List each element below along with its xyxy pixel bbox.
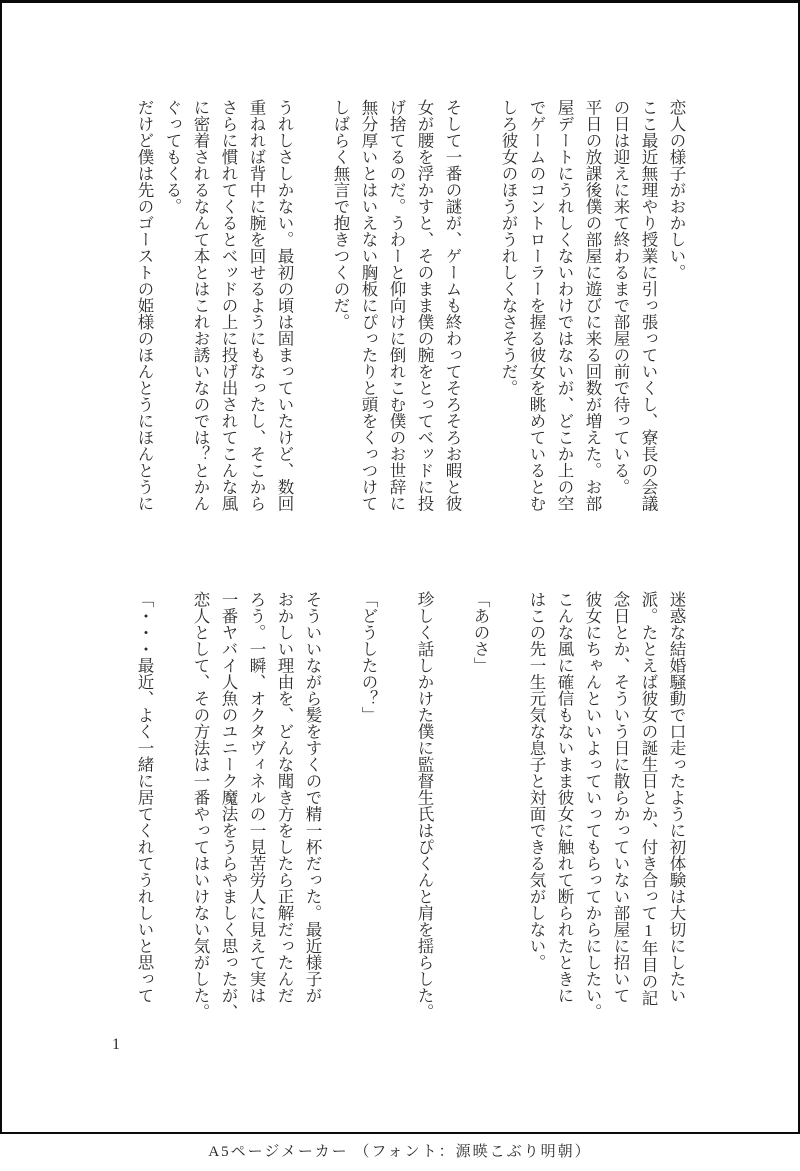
text-line: そして一番の謎が、ゲームも終わってそろそろお暇と彼	[443, 99, 462, 512]
text-line: そういいながら髪をすくので精一杯だった。最近様子が	[303, 591, 322, 1004]
blank-line	[298, 99, 326, 535]
text-line: 「どうしたの？」	[359, 591, 378, 723]
text-line: しばらく無言で抱きつくのだ。	[331, 99, 350, 330]
text-line: 一番ヤバイ人魚のユニーク魔法をうらやましく思ったが、	[219, 591, 238, 1020]
text-line: 「あのさ」	[471, 591, 490, 674]
text-line: おかしい理由を、どんな聞き方をしたら正解だったんだ	[275, 591, 294, 1004]
text-line: げ捨てるのだ。うわーと仰向けに倒れこむ僕のお世辞に	[387, 99, 406, 512]
text-line: でゲームのコントローラーを握る彼女を眺めているとむ	[527, 99, 546, 512]
lower-text-block	[130, 591, 690, 1027]
text-line: しろ彼女のほうがうれしくなさそうだ。	[499, 99, 518, 396]
blank-line	[382, 591, 410, 1027]
text-line: 珍しく話しかけた僕に監督生氏はぴくんと肩を揺らした。	[415, 591, 434, 1020]
text-line: 迷惑な結婚騒動で口走ったように初体験は大切にしたい	[667, 591, 686, 1004]
text-line: だけど僕は先のゴーストの姫様のほんとうにほんとうに	[135, 99, 154, 512]
text-line: 派。たとえば彼女の誕生日とか、付き合って1年目の記	[639, 591, 658, 1006]
text-line: さらに慣れてくるとベッドの上に投げ出されてこんな風	[219, 99, 238, 512]
text-line: 重ねれば背中に腕を回せるようにもなったし、そこから	[247, 99, 266, 512]
text-line: に密着されるなんて本とはこれお誘いなのでは？とかん	[191, 99, 210, 512]
text-line: 女が腰を浮かすと、そのまま僕の腕をとってベッドに投	[415, 99, 434, 512]
text-line: 「・・・最近、よく一緒に居てくれてうれしいと思って	[135, 591, 154, 1004]
blank-line	[466, 99, 494, 535]
text-line: 彼女にちゃんといいよっていってもらってからにしたい。	[583, 591, 602, 1020]
text-line: ぐってもくる。	[163, 99, 182, 215]
text-line: 恋人として、その方法は一番やってはいけない気がした。	[191, 591, 210, 1020]
text-line: ここ最近無理やり授業に引っ張っていくし、寮長の会議	[639, 99, 658, 512]
blank-line	[494, 591, 522, 1027]
text-line: ろう。一瞬、オクタヴィネルの一見苦労人に見えて実は	[247, 591, 266, 1004]
blank-line	[438, 591, 466, 1027]
text-line: 念日とか、そういう日に散らかっていない部屋に招いて	[611, 591, 630, 1004]
text-line: 平日の放課後僕の部屋に遊びに来る回数が増えた。お部	[583, 99, 602, 512]
text-line: 屋デートにうれしくないわけではないが、どこか上の空	[555, 99, 574, 512]
text-line: 恋人の様子がおかしい。	[667, 99, 686, 281]
upper-text-block	[130, 99, 690, 535]
text-line: うれしさしかない。最初の頃は固まっていたけど、数回	[275, 99, 294, 512]
blank-line	[158, 591, 186, 1027]
blank-line	[326, 591, 354, 1027]
text-line: こんな風に確信もないまま彼女に触れて断られたときに	[555, 591, 574, 1004]
text-line: はこの先一生元気な息子と対面できる気がしない。	[527, 591, 546, 971]
text-line: 無分厚いとはいえない胸板にぴったりと頭をくっつけて	[359, 99, 378, 512]
text-line: の日は迎えに来て終わるまで部屋の前で待っている。	[611, 99, 630, 495]
page-number: 1	[112, 1036, 120, 1053]
footer-caption: A5ページメーカー （フォント：源暎こぶり明朝）	[208, 1144, 592, 1160]
